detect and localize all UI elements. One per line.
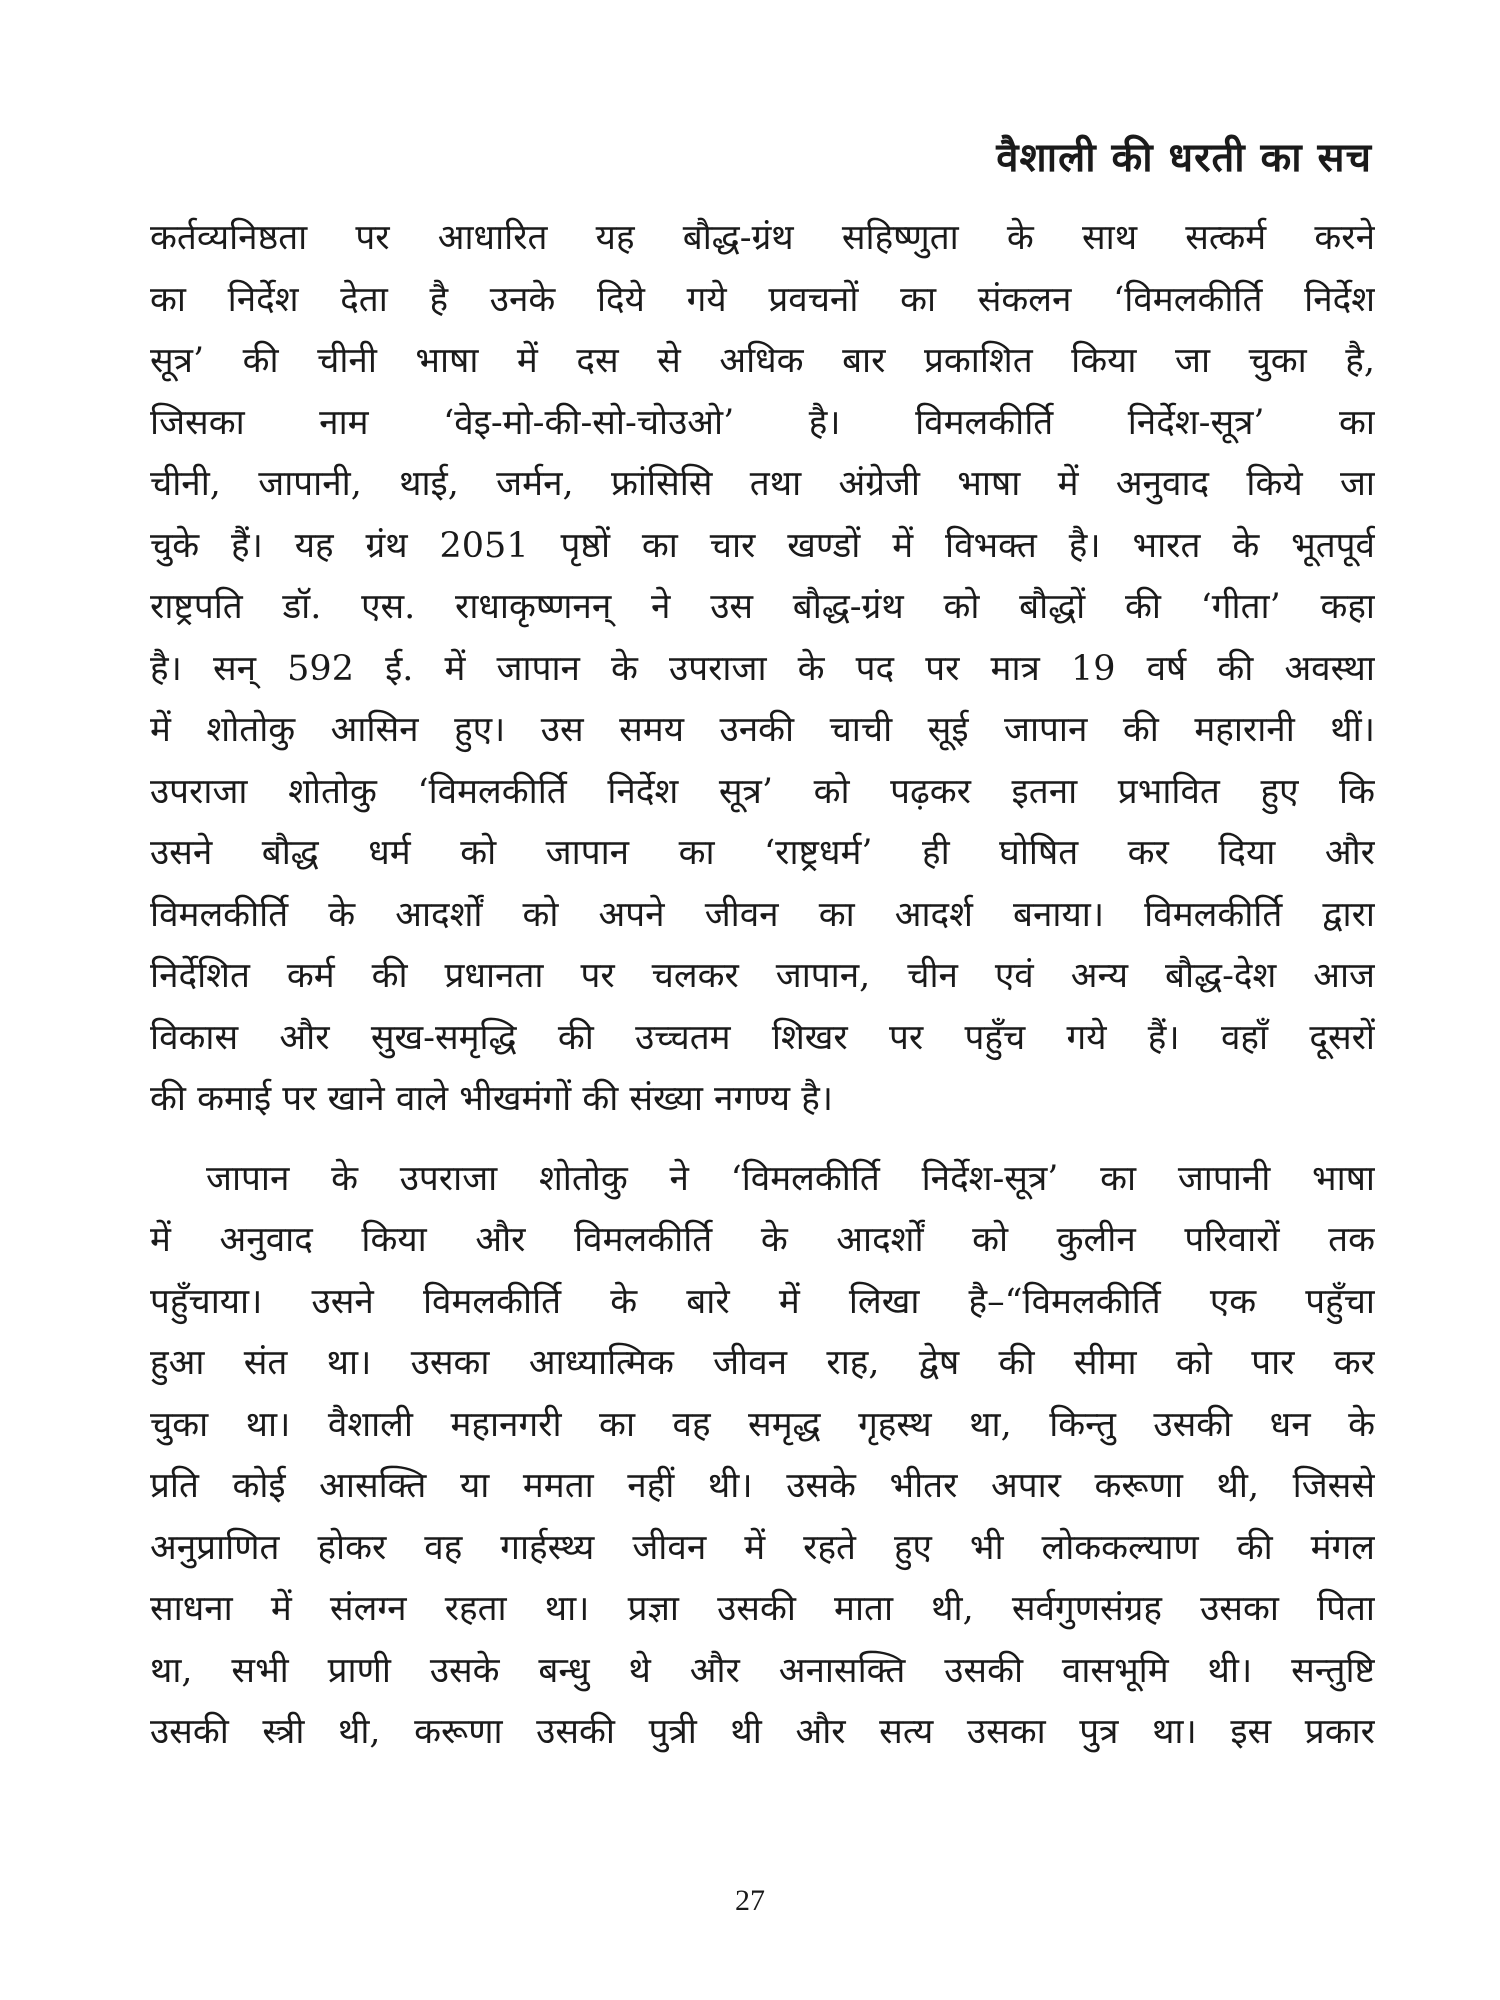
- paragraph-1: [150, 208, 1375, 1131]
- running-head-title: वैशाली की धरती का सच: [996, 134, 1372, 181]
- text-line: पहुँचाया। उसने विमलकीर्ति के बारे में लिखा है–“विमलकीर्ति एक पहुँचा: [150, 1281, 1375, 1322]
- text-line: था, सभी प्राणी उसके बन्धु थे और अनासक्ति उसकी वासभूमि थी। सन्तुष्टि: [150, 1650, 1375, 1691]
- paragraph-2: [150, 1149, 1375, 1764]
- text-line: उपराजा शोतोकु ‘विमलकीर्ति निर्देश सूत्र’ को पढ़कर इतना प्रभावित हुए कि: [150, 771, 1375, 812]
- text-line: में अनुवाद किया और विमलकीर्ति के आदर्शों को कुलीन परिवारों तक: [150, 1220, 1375, 1260]
- text-line: विमलकीर्ति के आदर्शों को अपने जीवन का आदर्श बनाया। विमलकीर्ति द्वारा: [150, 894, 1375, 935]
- text-line: जापान के उपराजा शोतोकु ने ‘विमलकीर्ति निर्देश-सूत्र’ का जापानी भाषा: [206, 1158, 1375, 1199]
- text-line: चीनी, जापानी, थाई, जर्मन, फ्रांसिसि तथा अंग्रेजी भाषा में अनुवाद किये जा: [150, 464, 1375, 504]
- text-line: उसकी स्त्री थी, करूणा उसकी पुत्री थी और सत्य उसका पुत्र था। इस प्रकार: [150, 1712, 1375, 1752]
- text-line: कर्तव्यनिष्ठता पर आधारित यह बौद्ध-ग्रंथ सहिष्णुता के साथ सत्कर्म करने: [150, 218, 1375, 258]
- text-line: उसने बौद्ध धर्म को जापान का ‘राष्ट्रधर्म’ ही घोषित कर दिया और: [150, 833, 1375, 873]
- text-line: निर्देशित कर्म की प्रधानता पर चलकर जापान, चीन एवं अन्य बौद्ध-देश आज: [150, 956, 1375, 996]
- text-line: प्रति कोई आसक्ति या ममता नहीं थी। उसके भीतर अपार करूणा थी, जिससे: [150, 1466, 1375, 1506]
- text-line: चुके हैं। यह ग्रंथ 2051 पृष्ठों का चार खण्डों में विभक्त है। भारत के भूतपूर्व: [150, 525, 1375, 566]
- text-line: जिसका नाम ‘वेइ-मो-की-सो-चोउओ’ है। विमलकीर्ति निर्देश-सूत्र’ का: [150, 402, 1375, 443]
- text-line: साधना में संलग्न रहता था। प्रज्ञा उसकी माता थी, सर्वगुणसंग्रह उसका पिता: [150, 1589, 1375, 1629]
- text-line: सूत्र’ की चीनी भाषा में दस से अधिक बार प्रकाशित किया जा चुका है,: [150, 341, 1375, 381]
- text-line: है। सन् 592 ई. में जापान के उपराजा के पद पर मात्र 19 वर्ष की अवस्था: [150, 648, 1375, 689]
- body-text: [150, 208, 1375, 1764]
- text-line: की कमाई पर खाने वाले भीखमंगों की संख्या नगण्य है।: [150, 1079, 834, 1119]
- page-number: 27: [735, 1884, 765, 1917]
- text-line: में शोतोकु आसिन हुए। उस समय उनकी चाची सूई जापान की महारानी थीं।: [150, 710, 1375, 750]
- text-line: राष्ट्रपति डॉ. एस. राधाकृष्णनन् ने उस बौद्ध-ग्रंथ को बौद्धों की ‘गीता’ कहा: [150, 587, 1375, 627]
- text-line: हुआ संत था। उसका आध्यात्मिक जीवन राह, द्वेष की सीमा को पार कर: [150, 1343, 1375, 1383]
- text-line: का निर्देश देता है उनके दिये गये प्रवचनों का संकलन ‘विमलकीर्ति निर्देश: [150, 279, 1375, 320]
- text-line: चुका था। वैशाली महानगरी का वह समृद्ध गृहस्थ था, किन्तु उसकी धन के: [150, 1404, 1375, 1445]
- text-line: अनुप्राणित होकर वह गार्हस्थ्य जीवन में रहते हुए भी लोककल्याण की मंगल: [150, 1527, 1375, 1568]
- text-line: विकास और सुख-समृद्धि की उच्चतम शिखर पर पहुँच गये हैं। वहाँ दूसरों: [150, 1017, 1375, 1058]
